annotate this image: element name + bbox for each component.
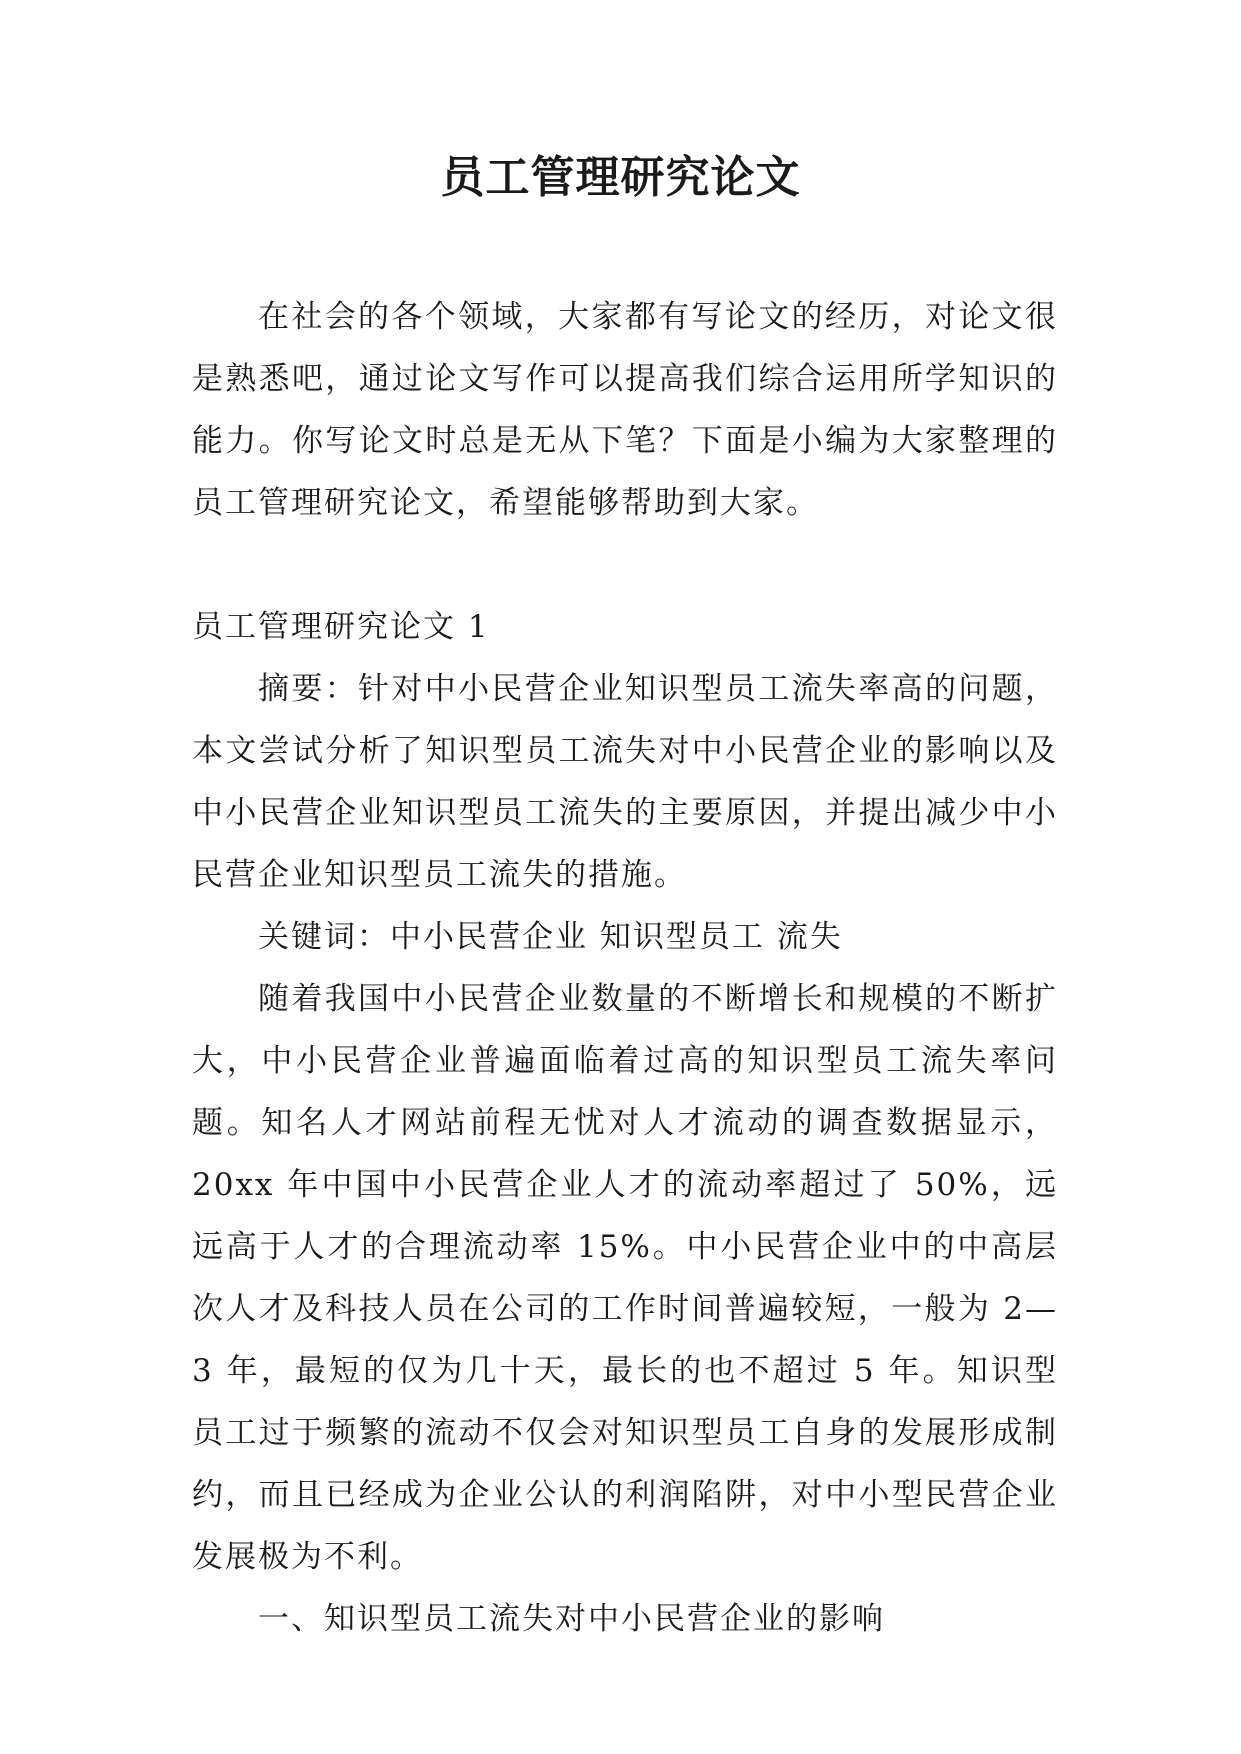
keywords-paragraph: 关键词：中小民营企业 知识型员工 流失 xyxy=(258,919,843,955)
subsection-heading: 一、知识型员工流失对中小民营企业的影响 xyxy=(258,1601,885,1637)
intro-paragraph: 在社会的各个领域，大家都有写论文的经历，对论文很是熟悉吧，通过论文写作可以提高我们综合运用所学知识的能力。你写论文时总是无从下笔？下面是小编为大家整理的员工管理研究论文，希望能够帮助到大家。 xyxy=(192,299,1058,521)
document-body xyxy=(192,286,1058,1650)
abstract-paragraph: 摘要：针对中小民营企业知识型员工流失率高的问题，本文尝试分析了知识型员工流失对中小民营企业的影响以及中小民营企业知识型员工流失的主要原因，并提出减少中小民营企业知识型员工流失的措施。 xyxy=(192,671,1058,893)
document-title: 员工管理研究论文 xyxy=(440,152,801,203)
section-heading: 员工管理研究论文 1 xyxy=(192,609,490,645)
body-paragraph: 随着我国中小民营企业数量的不断增长和规模的不断扩大，中小民营企业普遍面临着过高的知识型员工流失率问题。知名人才网站前程无忧对人才流动的调查数据显示，20xx 年中国中小民营企业人才的流动率超过了 50%，远远高于人才的合理流动率 15%。中小民营企业中的中高层次人才及科技人员在公司的工作时间普遍较短，一般为 2—3 年，最短的仅为几十天，最长的也不超过 5 年。知识型员工过于频繁的流动不仅会对知识型员工自身的发展形成制约，而且已经成为企业公认的利润陷阱，对中小型民营企业发展极为不利。 xyxy=(192,981,1058,1575)
